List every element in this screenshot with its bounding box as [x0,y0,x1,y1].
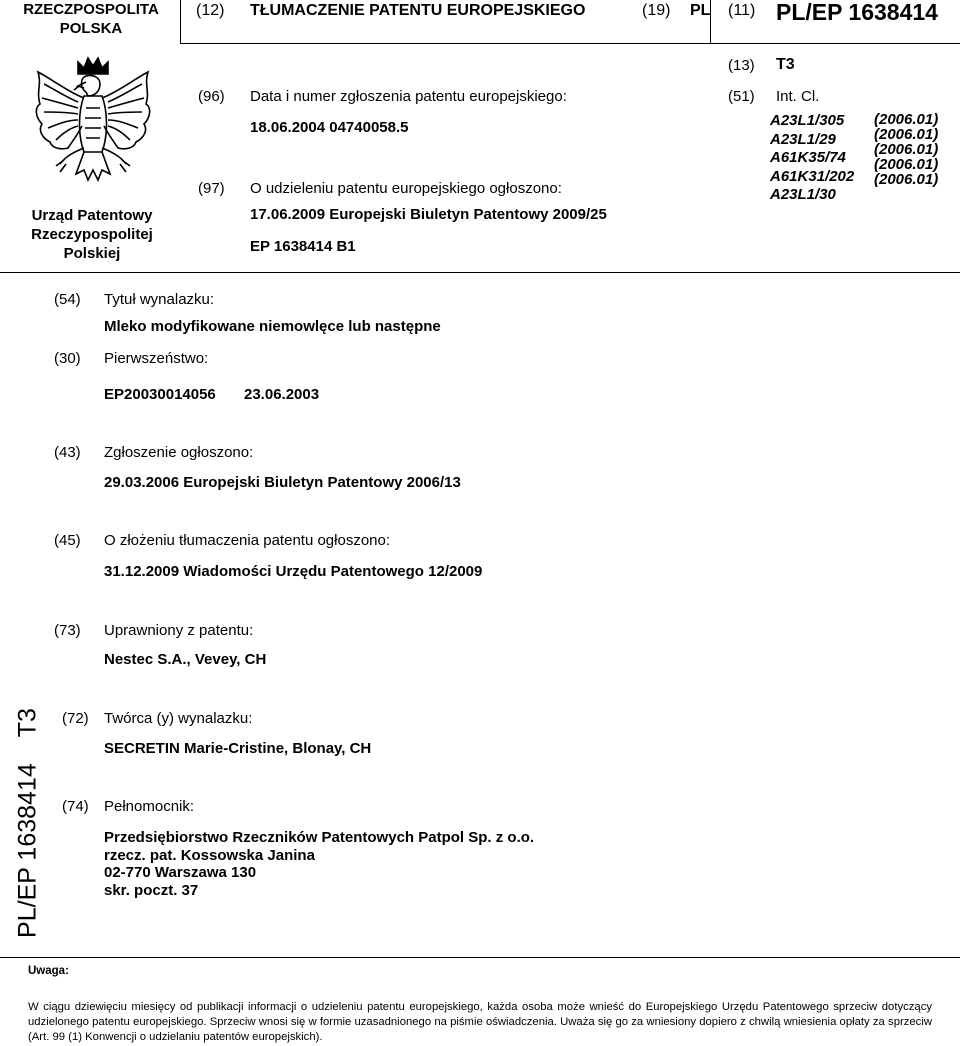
country-name [6,0,176,38]
country-line-2: POLSKA [59,20,123,37]
ipc-version: (2006.01) [874,156,939,173]
application-pub-label: Zgłoszenie ogłoszono: [104,444,254,461]
translation-pub-label: O złożeniu tłumaczenia patentu ogłoszono: [104,532,391,549]
white-eagle-emblem-icon [28,52,158,200]
inid-19: (19) [642,2,671,19]
inid-43: (43) [54,444,81,461]
office-line-1: Urząd Patentowy [31,207,153,224]
ipc-version: (2006.01) [874,111,939,128]
attorney-line: Przedsiębiorstwo Rzeczników Patentowych Patpol Sp. z o.o. [104,829,535,846]
ipc-symbol: A23L1/305 [770,112,845,129]
attorney-label: Pełnomocnik: [104,798,195,815]
ipc-symbols [770,112,854,205]
ipc-version: (2006.01) [874,126,939,143]
notice-rule [0,957,960,958]
header-bottom-rule [180,43,960,44]
priority-label: Pierwszeństwo: [104,350,209,367]
filing-value: 18.06.2004 04740058.5 [250,119,409,136]
ep-number: EP 1638414 B1 [250,238,356,255]
header-divider-right [710,0,711,43]
inid-72: (72) [62,710,89,727]
priority-number: EP20030014056 [104,386,216,403]
proprietor-value: Nestec S.A., Vevey, CH [104,651,267,668]
office-line-2: Rzeczypospolitej [31,226,153,243]
side-label-text [14,708,43,938]
ipc-version: (2006.01) [874,171,939,188]
side-kind-code: T3 [13,708,42,738]
side-patent-label [0,698,56,948]
invention-title: Mleko modyfikowane niemowlęce lub następne [104,318,441,335]
inid-30: (30) [54,350,81,367]
inventor-label: Twórca (y) wynalazku: [104,710,253,727]
grant-value: 17.06.2009 Europejski Biuletyn Patentowy 2009/25 [250,206,607,223]
inid-13: (13) [728,57,755,74]
inid-97: (97) [198,180,225,197]
inid-73: (73) [54,622,81,639]
attorney-line: 02-770 Warszawa 130 [104,864,257,881]
int-cl-label: Int. Cl. [776,88,820,105]
patent-number: PL/EP 1638414 [776,0,938,25]
attorney-address [104,829,534,899]
ipc-symbol: A23L1/30 [770,186,836,203]
patent-office-name [14,206,170,263]
priority-date: 23.06.2003 [244,386,320,403]
country-code: PL [690,2,711,19]
office-line-3: Polskiej [63,245,121,262]
notice-heading: Uwaga: [28,965,69,977]
inid-54: (54) [54,291,81,308]
side-patent-number: PL/EP 1638414 [13,763,42,938]
inid-74: (74) [62,798,89,815]
header-divider-left [180,0,181,43]
proprietor-label: Uprawniony z patentu: [104,622,254,639]
inventor-value: SECRETIN Marie-Cristine, Blonay, CH [104,740,372,757]
inid-11: (11) [728,2,756,19]
application-pub-value: 29.03.2006 Europejski Biuletyn Patentowy 2006/13 [104,474,461,491]
notice-text: W ciągu dziewięciu miesięcy od publikacji informacji o udzieleniu patentu europejskiego, każda osoba może wnieść do Europejskiego Urzędu Patentowego sprzeciw dotyczący udzielonego patentu europejskiego. Sprzeciw wnosi się w formie uzasadnionego na piśmie oświadczenia. Uważa się go za wniesiony dopiero z chwilą wniesienia opłaty za sprzeciw (Art. 99 (1) Konwencji o udzielaniu patentów europejskich). [28,1001,932,1043]
section-rule [0,272,960,273]
title-label: Tytuł wynalazku: [104,291,215,308]
ipc-version: (2006.01) [874,141,939,158]
inid-12: (12) [196,2,225,19]
ipc-symbol: A61K35/74 [770,149,846,166]
attorney-line: rzecz. pat. Kossowska Janina [104,846,315,864]
ipc-versions [874,112,938,187]
inid-96: (96) [198,88,225,105]
attorney-line: skr. poczt. 37 [104,881,199,899]
grant-label: O udzieleniu patentu europejskiego ogłoszono: [250,180,562,197]
ipc-symbol: A61K31/202 [770,167,855,185]
document-type: TŁUMACZENIE PATENTU EUROPEJSKIEGO [250,2,586,19]
translation-pub-value: 31.12.2009 Wiadomości Urzędu Patentowego 12/2009 [104,563,483,580]
ipc-symbol: A23L1/29 [770,130,836,148]
inid-45: (45) [54,532,81,549]
filing-label: Data i numer zgłoszenia patentu europejskiego: [250,88,567,105]
country-line-1: RZECZPOSPOLITA [23,1,159,18]
kind-code: T3 [776,56,795,73]
inid-51: (51) [728,88,755,105]
